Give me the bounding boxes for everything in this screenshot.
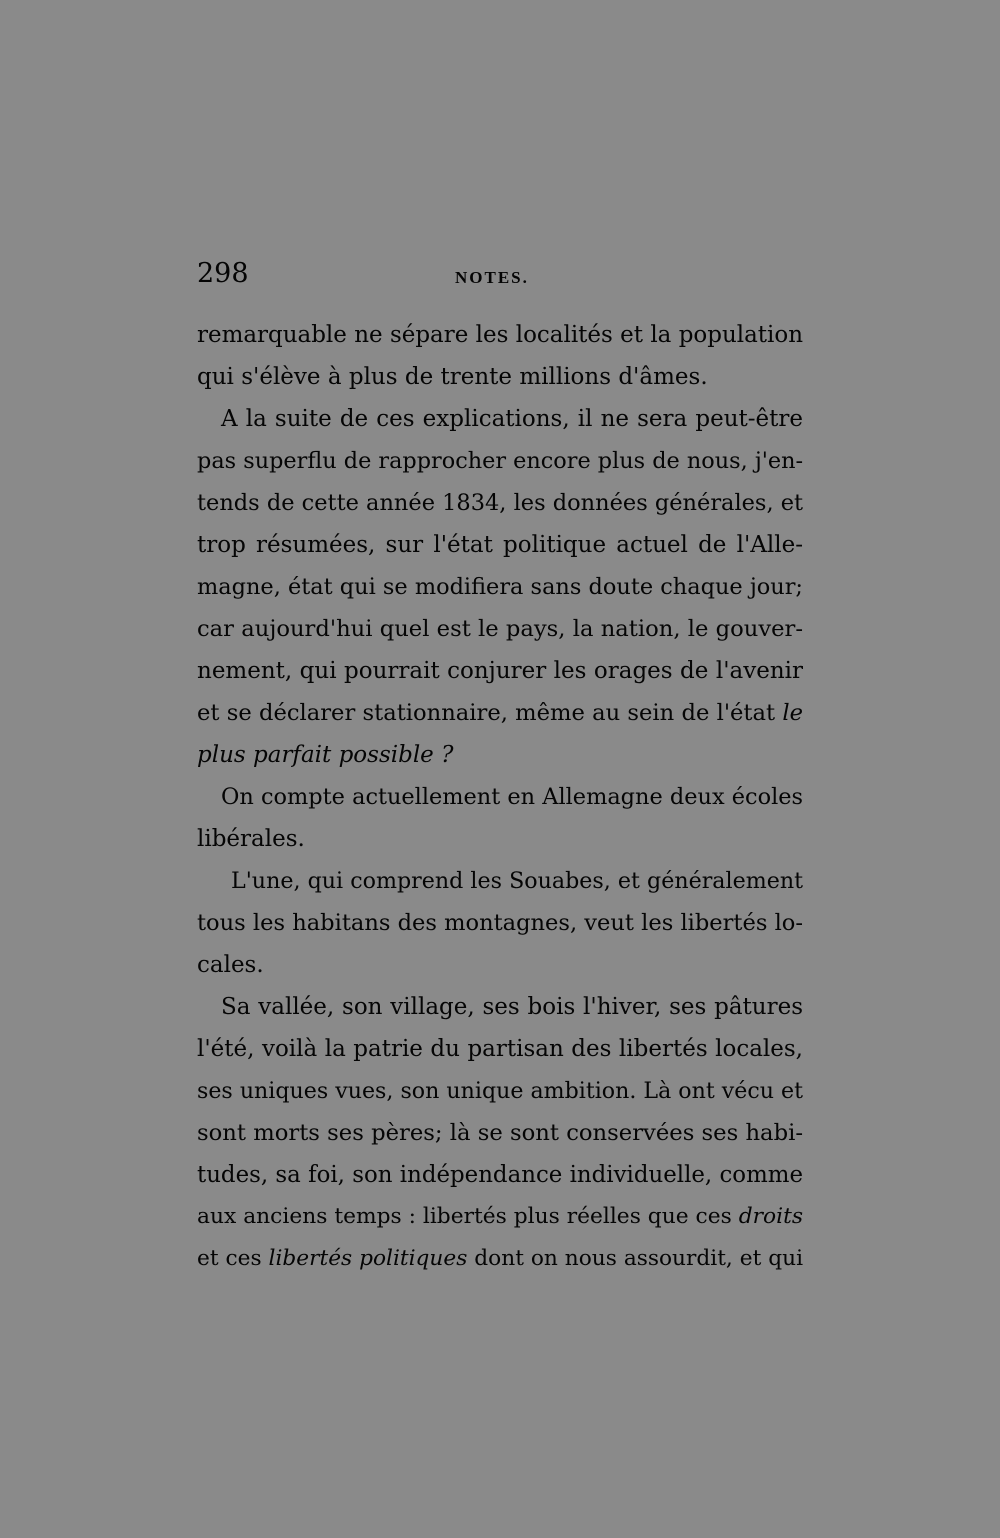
line-text: cales. bbox=[197, 952, 264, 978]
text-line bbox=[197, 608, 803, 650]
italic-text: libertés politiques bbox=[268, 1246, 468, 1271]
text-line bbox=[197, 440, 803, 482]
text-line bbox=[197, 356, 803, 398]
running-title: NOTES. bbox=[455, 268, 529, 287]
line-text: et se déclarer stationnaire, même au sein de l'état bbox=[197, 700, 783, 726]
line-text: dont on nous assourdit, et qui bbox=[467, 1246, 803, 1271]
text-line bbox=[197, 776, 803, 818]
line-text: sont morts ses pères; là se sont conservées ses habi- bbox=[197, 1120, 803, 1146]
line-text: et ces bbox=[197, 1246, 269, 1271]
text-line bbox=[197, 986, 803, 1028]
line-text: A la suite de ces explications, il ne sera peut-être bbox=[221, 406, 803, 432]
italic-text: plus parfait possible ? bbox=[197, 742, 454, 768]
line-text: L'une, qui comprend les Souabes, et généralement bbox=[231, 868, 803, 894]
text-line bbox=[197, 1154, 803, 1196]
line-text: l'été, voilà la patrie du partisan des libertés locales, bbox=[197, 1036, 803, 1062]
text-line bbox=[197, 524, 803, 566]
italic-text: droits bbox=[738, 1204, 803, 1229]
text-line bbox=[197, 1028, 803, 1070]
text-line bbox=[197, 482, 803, 524]
line-text: trop résumées, sur l'état politique actuel de l'Alle- bbox=[197, 532, 803, 558]
text-line bbox=[197, 860, 803, 902]
text-line bbox=[197, 314, 803, 356]
line-text: ses uniques vues, son unique ambition. Là ont vécu et bbox=[197, 1078, 803, 1104]
text-line bbox=[197, 650, 803, 692]
line-text: tends de cette année 1834, les données générales, et bbox=[197, 490, 803, 516]
text-line bbox=[197, 902, 803, 944]
text-line bbox=[197, 398, 803, 440]
body-text bbox=[197, 314, 803, 1280]
line-text: tous les habitans des montagnes, veut les libertés lo- bbox=[197, 910, 803, 936]
text-line bbox=[197, 1070, 803, 1112]
line-text: nement, qui pourrait conjurer les orages de l'avenir bbox=[197, 658, 803, 684]
line-text: qui s'élève à plus de trente millions d'âmes. bbox=[197, 364, 708, 390]
line-text: remarquable ne sépare les localités et la population bbox=[197, 322, 803, 348]
line-text: libérales. bbox=[197, 826, 305, 852]
line-text: pas superflu de rapprocher encore plus de nous, j'en- bbox=[197, 448, 803, 474]
line-text: Sa vallée, son village, ses bois l'hiver, ses pâtures bbox=[221, 994, 803, 1020]
line-text: On compte actuellement en Allemagne deux écoles bbox=[221, 784, 803, 810]
text-line bbox=[197, 818, 803, 860]
text-line bbox=[197, 1112, 803, 1154]
italic-text: le bbox=[782, 700, 803, 726]
line-text: tudes, sa foi, son indépendance individuelle, comme bbox=[197, 1162, 803, 1188]
text-line bbox=[197, 1238, 803, 1280]
text-line bbox=[197, 692, 803, 734]
line-text: magne, état qui se modifiera sans doute chaque jour; bbox=[197, 574, 803, 600]
text-line bbox=[197, 734, 803, 776]
page-number: 298 bbox=[197, 258, 249, 289]
line-text: aux anciens temps : libertés plus réelles que ces bbox=[197, 1204, 739, 1229]
running-head bbox=[197, 258, 803, 298]
text-line bbox=[197, 944, 803, 986]
line-text: car aujourd'hui quel est le pays, la nation, le gouver- bbox=[197, 616, 803, 642]
text-line bbox=[197, 566, 803, 608]
text-line bbox=[197, 1196, 803, 1238]
